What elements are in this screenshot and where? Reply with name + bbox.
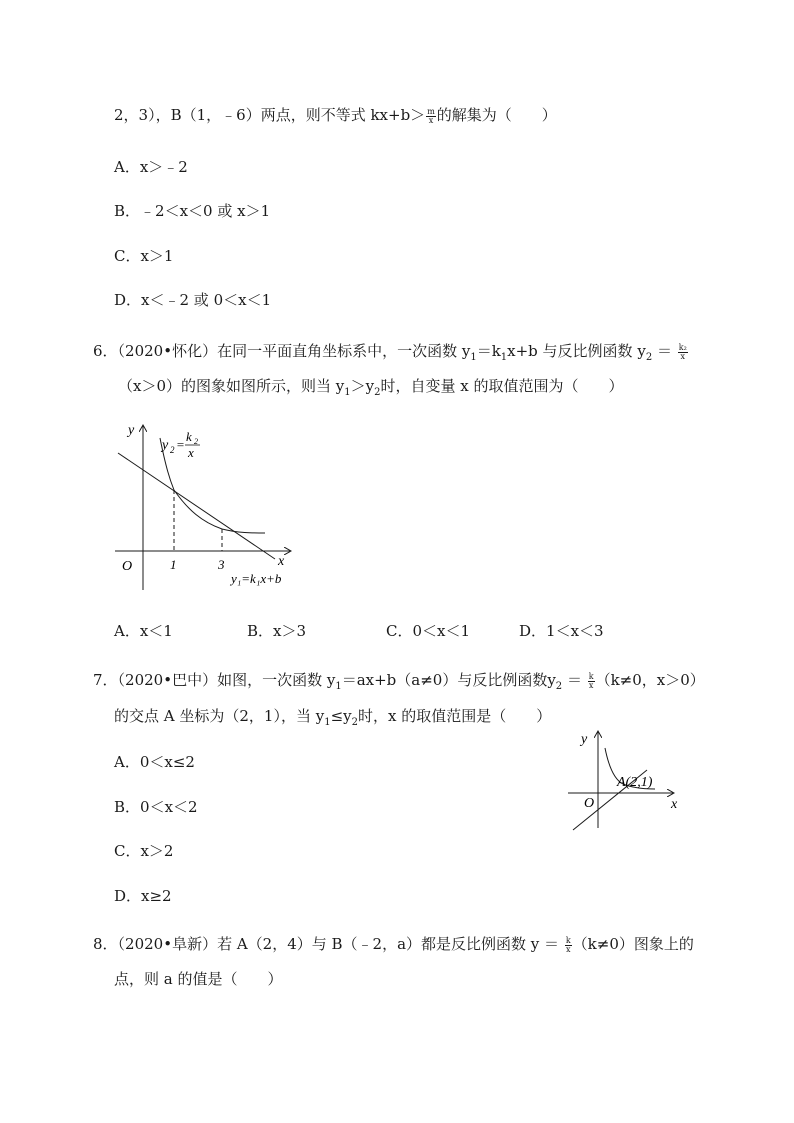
x-axis-label: x xyxy=(278,554,285,569)
q8-stem-line2: 点，则 a 的值是（ ） xyxy=(114,970,283,988)
q7-text: ＝ax+b（a≠0）与反比例函数y xyxy=(341,671,556,689)
q5-option-b[interactable]: B．﹣2＜x＜0 或 x＞1 xyxy=(114,202,271,220)
q8-frac-num: k xyxy=(565,935,571,945)
q7-sub: 1 xyxy=(335,681,342,692)
q7-sub: 1 xyxy=(324,717,331,728)
q6-stem-line1 xyxy=(93,341,689,368)
q6-fraction xyxy=(678,344,688,361)
q7-text: 时，x 的取值范围是（ ） xyxy=(358,707,552,725)
q7-option-c[interactable]: C．x＞2 xyxy=(114,842,174,860)
hyperbola-curve xyxy=(160,438,265,533)
q7-option-b[interactable]: B．0＜x＜2 xyxy=(114,798,198,816)
y-axis-label: y xyxy=(128,423,135,438)
curve-label-eq: = xyxy=(176,437,185,452)
q6-text: ＝ xyxy=(652,342,677,360)
line-label: y₁=k₁x+b xyxy=(231,571,282,586)
q8-text: 8．（2020•阜新）若 A（2，4）与 B（﹣2，a）都是反比例函数 y ＝ xyxy=(93,935,564,953)
q5-stem xyxy=(114,105,557,125)
curve-label-num-sub: 2 xyxy=(194,437,198,446)
q5-stem-end: 的解集为（ ） xyxy=(436,106,557,124)
q8-frac-den: x xyxy=(565,944,571,954)
q7-text: 7．（2020•巴中）如图，一次函数 y xyxy=(93,671,336,689)
q5-frac-num: m xyxy=(427,106,435,116)
q6-sub: 1 xyxy=(344,387,351,398)
origin-label: O xyxy=(584,796,595,811)
q7-sub: 2 xyxy=(555,681,563,692)
tick-3: 3 xyxy=(218,557,225,572)
q6-frac-num: k₂ xyxy=(678,342,687,352)
q5-option-a[interactable]: A．x＞﹣2 xyxy=(114,158,188,176)
q6-text: ＞y xyxy=(350,377,375,395)
q5-option-d[interactable]: D．x＜﹣2 或 0＜x＜1 xyxy=(114,291,272,309)
q8-stem-line1 xyxy=(93,934,694,954)
q5-stem-text: 2，3），B（1，﹣6）两点，则不等式 kx+b＞ xyxy=(114,106,426,124)
q6-sub: 1 xyxy=(470,352,477,363)
q7-frac-num: k xyxy=(588,671,594,681)
q6-stem-line2 xyxy=(118,376,623,403)
q7-text: ≤y xyxy=(330,707,352,725)
curve-label-y: y xyxy=(162,438,169,453)
q7-text: （k≠0，x＞0） xyxy=(595,671,705,689)
q6-frac-den: x xyxy=(680,351,686,361)
q7-fraction xyxy=(588,673,595,690)
y-axis-label: y xyxy=(581,732,588,747)
q7-stem-line1 xyxy=(93,670,705,697)
q6-option-d[interactable]: D．1＜x＜3 xyxy=(519,622,604,640)
q6-graph xyxy=(110,418,310,593)
q6-text: （x＞0）的图象如图所示，则当 y xyxy=(118,377,345,395)
q5-fraction xyxy=(426,108,436,125)
q6-text: ＝k xyxy=(476,342,501,360)
q6-text: x+b 与反比例函数 y xyxy=(507,342,646,360)
q6-text: 6．（2020•怀化）在同一平面直角坐标系中，一次函数 y xyxy=(93,342,471,360)
linear-line xyxy=(118,453,275,559)
point-a-label: A(2,1) xyxy=(617,775,653,790)
q7-frac-den: x xyxy=(588,680,594,690)
origin-label: O xyxy=(122,559,133,574)
q6-sub: 2 xyxy=(645,352,653,363)
q5-frac-den: x xyxy=(428,115,434,125)
q7-text: 的交点 A 坐标为（2，1），当 y xyxy=(114,707,325,725)
q6-option-c[interactable]: C．0＜x＜1 xyxy=(386,622,471,640)
q8-fraction xyxy=(565,937,572,954)
q6-sub: 2 xyxy=(374,387,381,398)
q7-text: ＝ xyxy=(562,671,587,689)
curve-label xyxy=(160,429,200,460)
q7-stem-line2 xyxy=(114,706,551,733)
tick-1: 1 xyxy=(170,557,177,572)
q6-option-a[interactable]: A．x＜1 xyxy=(114,622,173,640)
q7-graph xyxy=(565,728,695,833)
q6-text: 时，自变量 x 的取值范围为（ ） xyxy=(380,377,624,395)
curve-label-den: x xyxy=(188,445,194,460)
q8-text: （k≠0）图象上的 xyxy=(572,935,694,953)
q5-option-c[interactable]: C．x＞1 xyxy=(114,247,174,265)
curve-label-sub: 2 xyxy=(170,445,175,455)
q7-option-d[interactable]: D．x≥2 xyxy=(114,887,172,905)
curve-label-num: k xyxy=(186,429,192,444)
x-axis-label: x xyxy=(671,797,678,812)
q6-option-b[interactable]: B．x＞3 xyxy=(247,622,307,640)
q7-option-a[interactable]: A．0＜x≤2 xyxy=(114,753,195,771)
q6-sub: 1 xyxy=(500,352,508,363)
q7-sub: 2 xyxy=(351,717,358,728)
